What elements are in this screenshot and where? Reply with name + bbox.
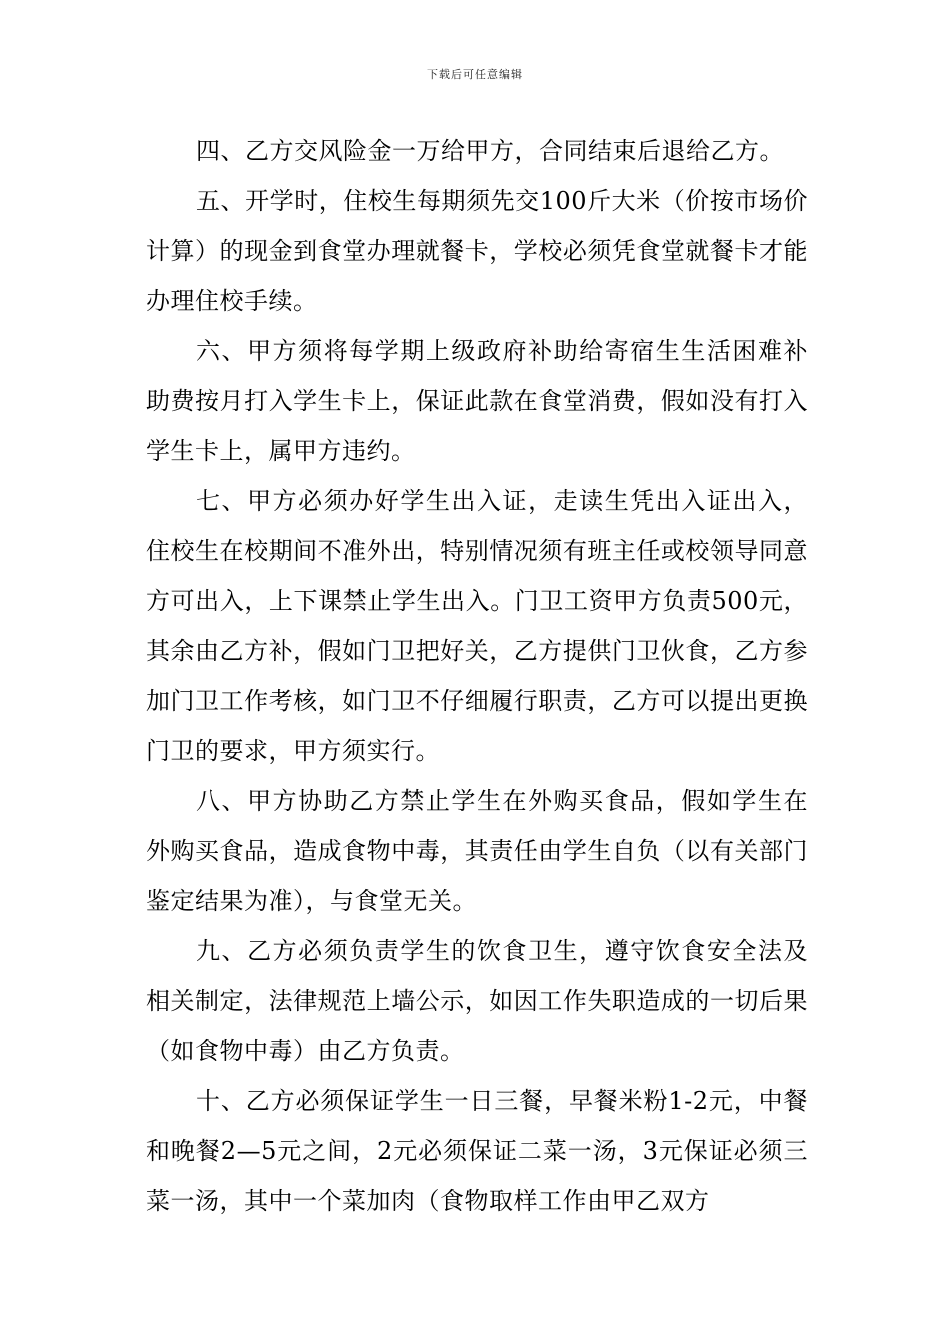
- clause-7: 七、甲方必须办好学生出入证，走读生凭出入证出入，住校生在校期间不准外出，特别情况须有班主任或校领导同意方可出入，上下课禁止学生出入。门卫工资甲方负责500元，其余由乙方补，假如门卫把好关，乙方提供门卫伙食，乙方参加门卫工作考核，如门卫不仔细履行职责，乙方可以提出更换门卫的要求，甲方须实行。: [146, 487, 808, 765]
- clause-6: 六、甲方须将每学期上级政府补助给寄宿生生活困难补助费按月打入学生卡上，保证此款在食堂消费，假如没有打入学生卡上，属甲方违约。: [146, 337, 808, 465]
- clause-5: 五、开学时，住校生每期须先交100斤大米（价按市场价计算）的现金到食堂办理就餐卡，学校必须凭食堂就餐卡才能办理住校手续。: [146, 187, 808, 315]
- header-note: 下载后可任意编辑: [427, 68, 523, 81]
- document-body: [146, 126, 808, 1226]
- clause-10: 十、乙方必须保证学生一日三餐，早餐米粉1-2元，中餐和晚餐2—5元之间，2元必须保证二菜一汤，3元保证必须三菜一汤，其中一个菜加肉（食物取样工作由甲乙双方: [146, 1087, 808, 1215]
- clause-8: 八、甲方协助乙方禁止学生在外购买食品，假如学生在外购买食品，造成食物中毒，其责任由学生自负（以有关部门鉴定结果为准），与食堂无关。: [146, 787, 808, 915]
- clause-4: 四、乙方交风险金一万给甲方，合同结束后退给乙方。: [196, 137, 784, 165]
- clause-9: 九、乙方必须负责学生的饮食卫生，遵守饮食安全法及相关制定，法律规范上墙公示，如因工作失职造成的一切后果（如食物中毒）由乙方负责。: [146, 937, 808, 1065]
